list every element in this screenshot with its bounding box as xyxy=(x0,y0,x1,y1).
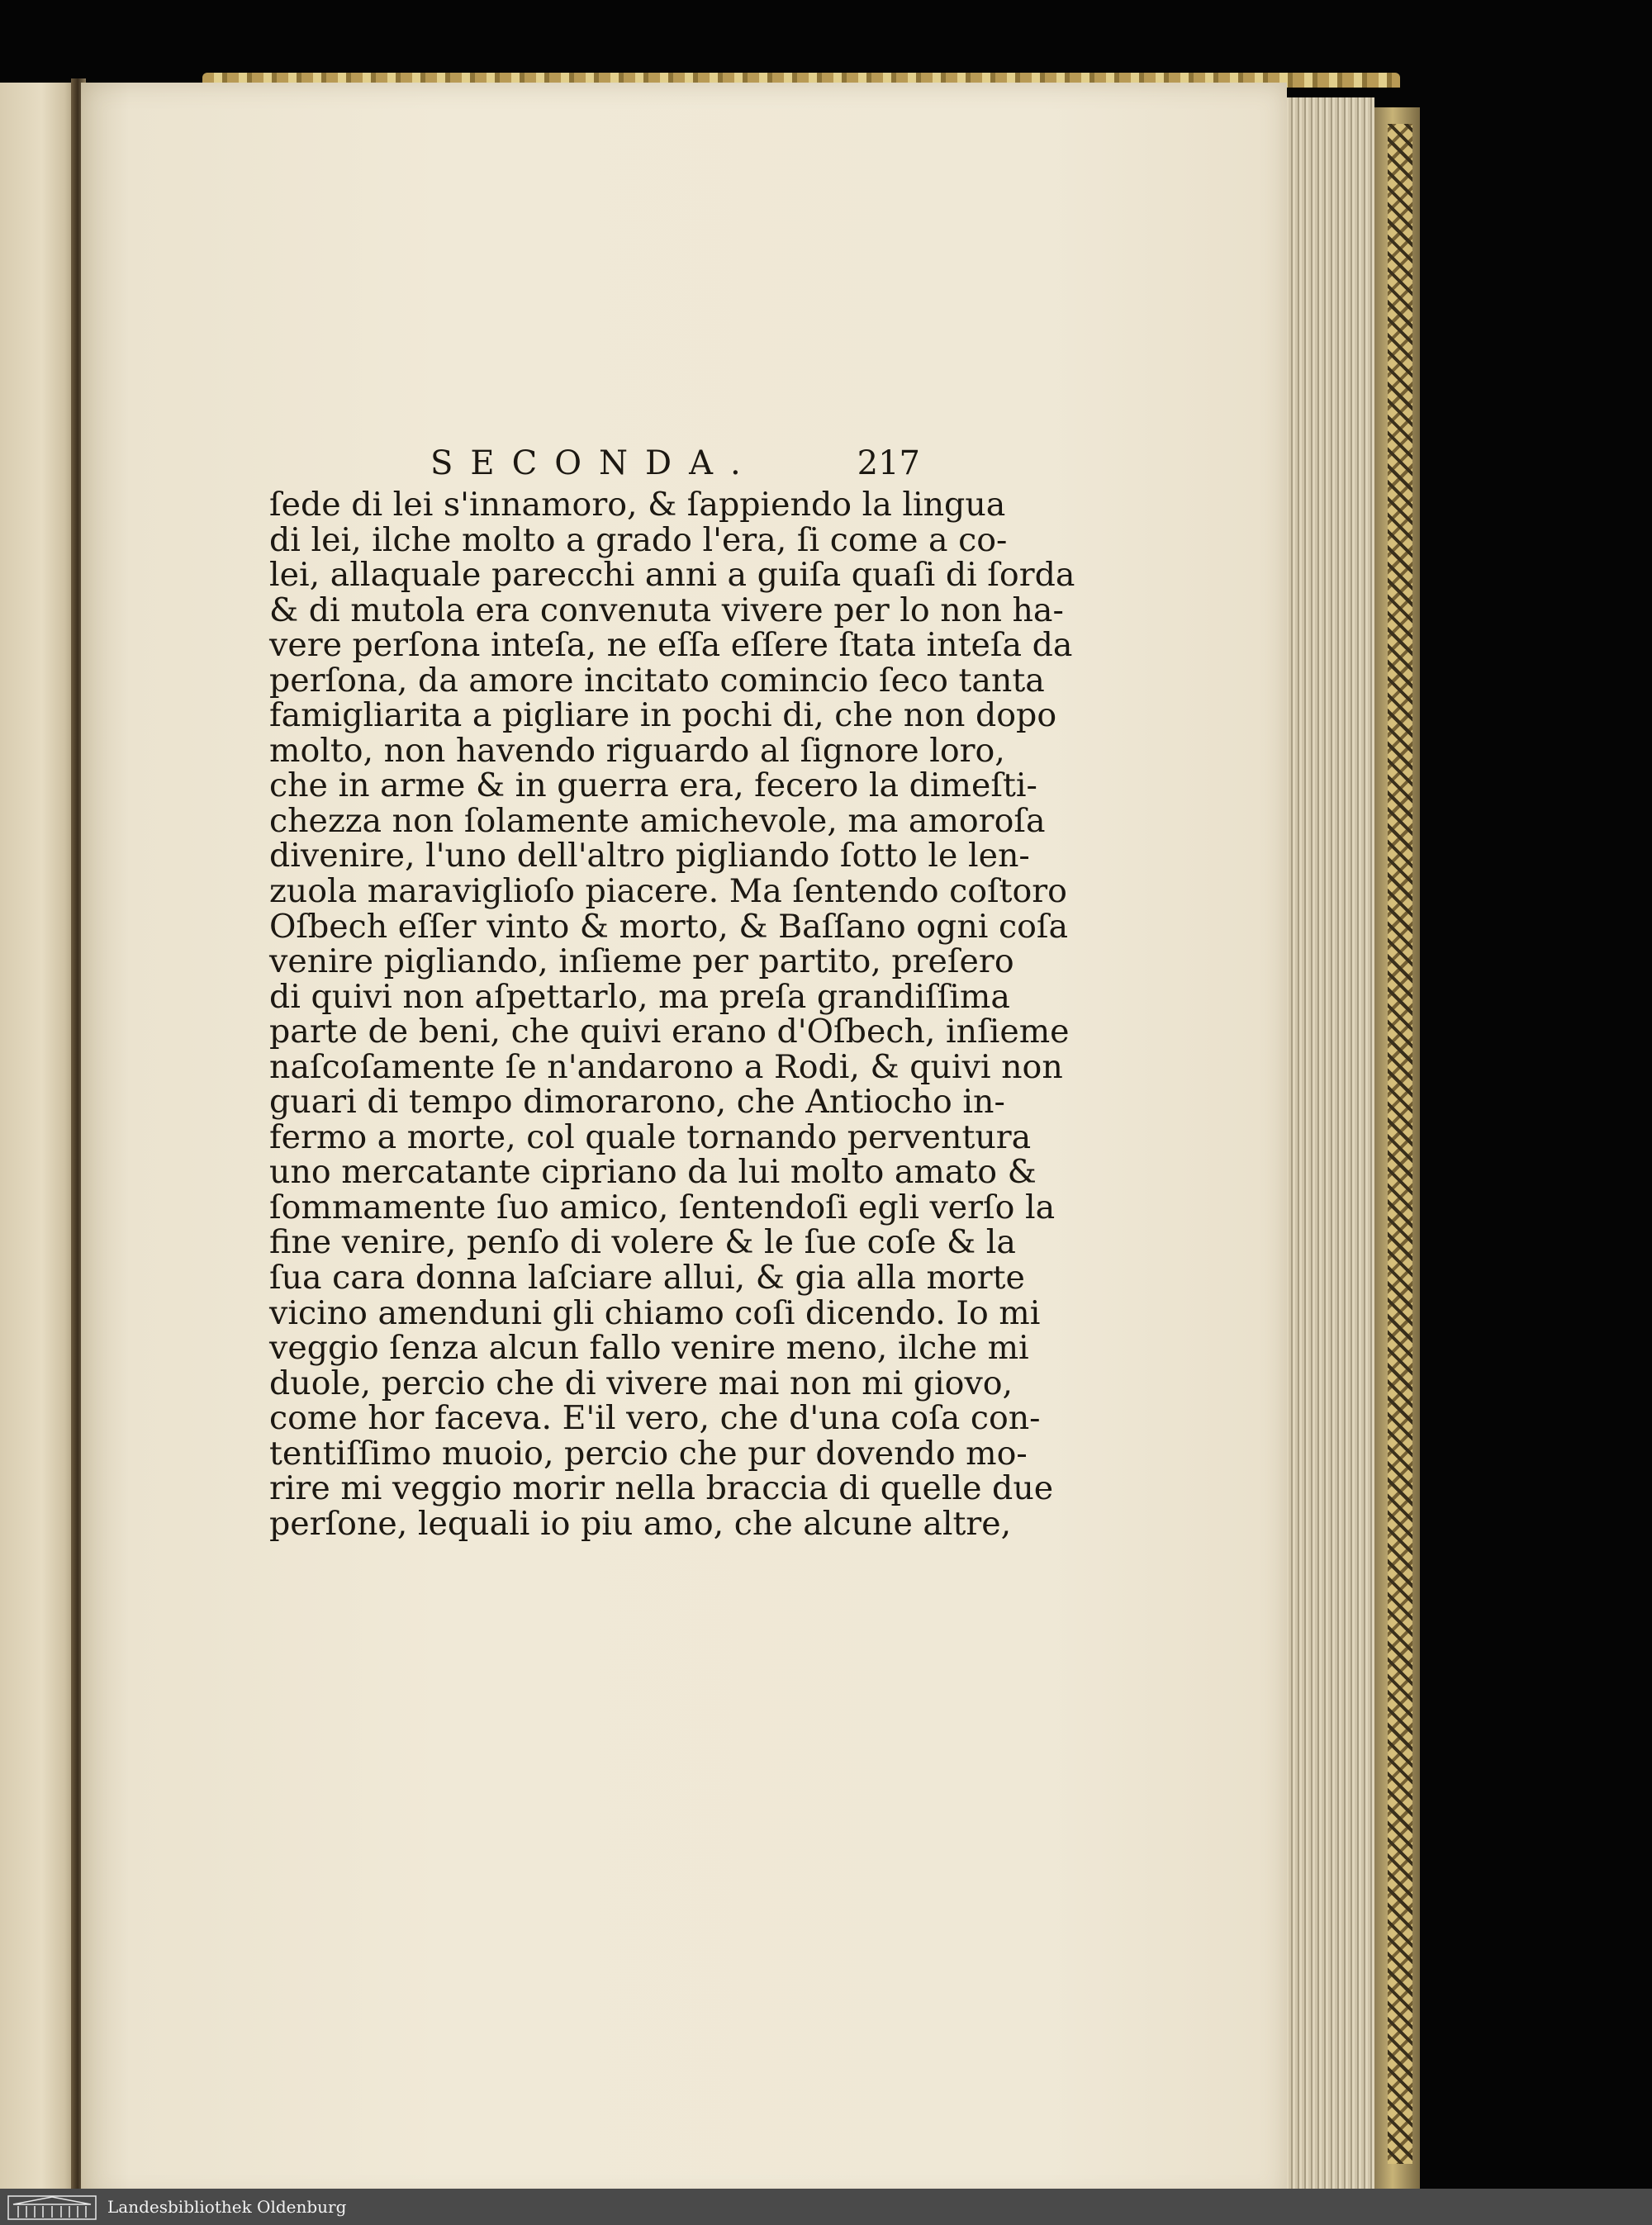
left-page-edge xyxy=(0,83,76,2197)
text-line: di quivi non aſpettarlo, ma preſa grandiſſima xyxy=(269,977,1010,1016)
text-line: famigliarita a pigliare in pochi di, che non dopo xyxy=(269,696,1057,735)
text-line: fine venire, penſo di volere & le ſue coſe & la xyxy=(269,1223,1016,1262)
text-line: & di mutola era convenuta vivere per lo non ha- xyxy=(269,591,1064,629)
text-line: Oſbech eſſer vinto & morto, & Baſſano ogni coſa xyxy=(269,907,1069,946)
text-line: come hor faceva. E'il vero, che d'una coſa con- xyxy=(269,1399,1041,1438)
library-name: Landesbibliothek Oldenburg xyxy=(107,2197,347,2217)
text-line: tentiſſimo muoio, percio che pur dovendo mo- xyxy=(269,1434,1028,1473)
text-line: rire mi veggio morir nella braccia di quelle due xyxy=(269,1469,1054,1508)
text-line: perſona, da amore incitato comincio ſeco tanta xyxy=(269,661,1045,700)
text-line: duole, percio che di vivere mai non mi giovo, xyxy=(269,1364,1014,1402)
running-head xyxy=(269,446,922,487)
text-line: di lei, ilche molto a grado l'era, ſi come a co- xyxy=(269,520,1008,559)
text-line: parte de beni, che quivi erano d'Oſbech, inſieme xyxy=(269,1013,1070,1051)
text-line: vere perſona inteſa, ne eſſa eſſere ſtata inteſa da xyxy=(269,626,1073,665)
text-line: zuola maraviglioſo piacere. Ma ſentendo coſtoro xyxy=(269,872,1067,911)
text-line: chezza non ſolamente amichevole, ma amoroſa xyxy=(269,801,1046,840)
text-line: perſone, lequali io piu amo, che alcune altre, xyxy=(269,1504,1012,1543)
text-line: che in arme & in guerra era, fecero la dimeſti- xyxy=(269,766,1037,805)
text-line: ſua cara donna laſciare allui, & gia alla morte xyxy=(269,1259,1025,1298)
page-block-edges xyxy=(1282,97,1374,2195)
page-number: 217 xyxy=(857,444,920,482)
text-line: lei, allaquale parecchi anni a guiſa quaſi di ſorda xyxy=(269,556,1075,595)
text-line: guari di tempo dimorarono, che Antiocho in- xyxy=(269,1083,1005,1122)
library-building-icon xyxy=(7,2193,97,2221)
running-head-title: SECONDA. xyxy=(430,444,758,482)
text-block xyxy=(269,444,1075,1543)
text-line: fermo a morte, col quale tornando perventura xyxy=(269,1117,1032,1156)
gilt-tooling-border xyxy=(1388,124,1412,2164)
text-line: uno mercatante cipriano da lui molto amato & xyxy=(269,1153,1037,1192)
text-line: venire pigliando, inſieme per partito, preſero xyxy=(269,942,1014,981)
text-line: divenire, l'uno dell'altro pigliando ſotto le len- xyxy=(269,837,1030,875)
footer-bar xyxy=(0,2189,1652,2225)
text-line: molto, non havendo riguardo al ſignore loro, xyxy=(269,731,1005,770)
text-line: veggio ſenza alcun fallo venire meno, ilche mi xyxy=(269,1329,1029,1368)
text-line: ſommamente ſuo amico, ſentendoſi egli verſo la xyxy=(269,1188,1056,1226)
text-line: ſede di lei s'innamoro, & ſappiendo la lingua xyxy=(269,486,1006,524)
text-line: naſcoſamente ſe n'andarono a Rodi, & quivi non xyxy=(269,1047,1063,1086)
text-line: vicino amenduni gli chiamo coſi dicendo. Io mi xyxy=(269,1293,1041,1332)
body-text xyxy=(269,486,1075,1543)
